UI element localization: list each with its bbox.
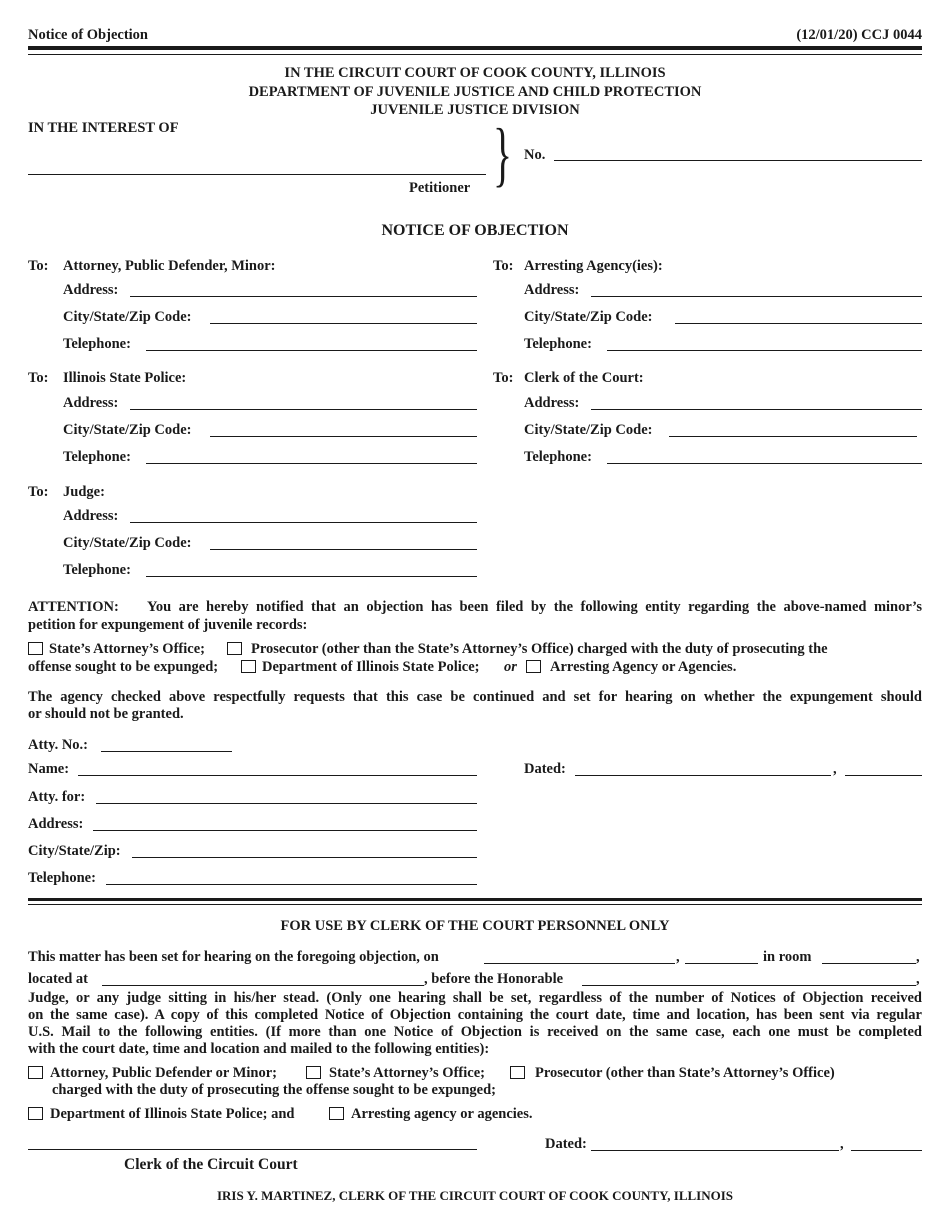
police-city-field[interactable]: [210, 436, 477, 437]
clerk-section-title: FOR USE BY CLERK OF THE COURT PERSONNEL ONLY: [280, 918, 670, 934]
hearing-date-field[interactable]: [484, 963, 675, 964]
case-no-field[interactable]: [554, 160, 922, 161]
attention-line-1: You are hereby notified that an objection has been filed by the following entity regarding the above-named minor’s: [147, 599, 922, 615]
caption-brace: }: [493, 114, 513, 194]
judge-comma: ,: [916, 971, 920, 987]
header-rule-thick: [28, 46, 922, 50]
address-label: Address:: [63, 395, 119, 411]
hearing-comma: ,: [676, 949, 680, 965]
request-line-2: or should not be granted.: [28, 706, 184, 722]
recipient-arresting-agency: Arresting Agency(ies):: [524, 258, 663, 274]
signer-telephone-field[interactable]: [106, 884, 477, 885]
request-line-1: The agency checked above respectfully requests that this case be continued and set for hearing on whether the expungement should: [28, 689, 922, 705]
clerk-dated-comma: ,: [840, 1136, 844, 1152]
city-label: City/State/Zip:: [28, 843, 121, 859]
header-rule-thin: [28, 54, 922, 55]
attorney-city-field[interactable]: [210, 323, 477, 324]
opt-prosecutor: Prosecutor (other than the State’s Attorney’s Office) charged with the duty of prosecuting the: [251, 641, 828, 657]
atty-no-field[interactable]: [101, 751, 232, 752]
form-code: (12/01/20) CCJ 0044: [796, 27, 922, 43]
clerk-dated-label: Dated:: [545, 1136, 587, 1152]
clerk-signature-label: Clerk of the Circuit Court: [124, 1156, 298, 1173]
opt-arresting: Arresting Agency or Agencies.: [550, 659, 737, 675]
dated-year-field[interactable]: [845, 775, 922, 776]
clerk-body-line-1: Judge, or any judge sitting in his/her stead. (Only one hearing shall be set, regardless of the number of Notices of Objection received: [28, 990, 922, 1006]
prosecutor-checkbox[interactable]: [227, 642, 242, 655]
room-comma: ,: [916, 949, 920, 965]
atty-no-label: Atty. No.:: [28, 737, 89, 753]
address-label: Address:: [524, 395, 580, 411]
police-address-field[interactable]: [130, 409, 477, 410]
court-line-1: IN THE CIRCUIT COURT OF COOK COUNTY, ILLINOIS: [284, 65, 666, 81]
form-title: Notice of Objection: [28, 27, 148, 43]
clerk-opt-states-attorney: State’s Attorney’s Office;: [329, 1065, 485, 1081]
attention-line-2: petition for expungement of juvenile records:: [28, 617, 308, 633]
agency-address-field[interactable]: [591, 296, 922, 297]
address-label: Address:: [63, 282, 119, 298]
clerk-body-line-3: U.S. Mail to the following entities. (If more than one Notice of Objection is received on the same case, each one must be completed: [28, 1024, 922, 1040]
name-label: Name:: [28, 761, 70, 777]
opt-prosecutor-cont: offense sought to be expunged;: [28, 659, 219, 675]
state-police-checkbox[interactable]: [241, 660, 256, 673]
to-label: To:: [493, 370, 514, 386]
states-attorney-checkbox[interactable]: [28, 642, 43, 655]
attorney-address-field[interactable]: [130, 296, 477, 297]
clerk-state-police-checkbox[interactable]: [28, 1107, 43, 1120]
atty-for-label: Atty. for:: [28, 789, 86, 805]
address-label: Address:: [63, 508, 119, 524]
clerk-city-field[interactable]: [669, 436, 917, 437]
attorney-telephone-field[interactable]: [146, 350, 477, 351]
room-field[interactable]: [822, 963, 916, 964]
signer-city-field[interactable]: [132, 857, 477, 858]
to-label: To:: [493, 258, 514, 274]
clerk-prosecutor-checkbox[interactable]: [510, 1066, 525, 1079]
clerk-body-line-4: with the court date, time and location and mailed to the following entities):: [28, 1041, 490, 1057]
to-label: To:: [28, 258, 49, 274]
hearing-time-field[interactable]: [685, 963, 758, 964]
clerk-dated-field[interactable]: [591, 1150, 839, 1151]
notice-title: NOTICE OF OBJECTION: [381, 222, 569, 239]
in-room-label: in room: [763, 949, 812, 965]
atty-for-field[interactable]: [96, 803, 477, 804]
located-at-label: located at: [28, 971, 88, 987]
clerk-body-line-2: on the same case). A copy of this completed Notice of Objection containing the court date, time and location, has been sent via regular: [28, 1007, 922, 1023]
telephone-label: Telephone:: [63, 562, 131, 578]
recipient-clerk: Clerk of the Court:: [524, 370, 644, 386]
clerk-opt-arresting: Arresting agency or agencies.: [351, 1106, 533, 1122]
section-rule-thin: [28, 904, 922, 905]
to-label: To:: [28, 370, 49, 386]
arresting-agency-checkbox[interactable]: [526, 660, 541, 673]
location-field[interactable]: [102, 985, 424, 986]
police-telephone-field[interactable]: [146, 463, 477, 464]
signer-address-field[interactable]: [93, 830, 477, 831]
opt-state-police: Department of Illinois State Police;: [262, 659, 480, 675]
city-label: City/State/Zip Code:: [524, 422, 653, 438]
before-honorable-label: , before the Honorable: [424, 971, 564, 987]
address-label: Address:: [524, 282, 580, 298]
clerk-address-field[interactable]: [591, 409, 922, 410]
dated-comma: ,: [833, 761, 837, 777]
clerk-telephone-field[interactable]: [607, 463, 922, 464]
attention-label: ATTENTION:: [28, 599, 119, 615]
telephone-label: Telephone:: [524, 449, 592, 465]
clerk-attorney-checkbox[interactable]: [28, 1066, 43, 1079]
interest-label: IN THE INTEREST OF: [28, 120, 179, 136]
clerk-opt-prosecutor: Prosecutor (other than State’s Attorney’s Office): [535, 1065, 835, 1081]
court-line-2: DEPARTMENT OF JUVENILE JUSTICE AND CHILD PROTECTION: [248, 84, 702, 100]
judge-address-field[interactable]: [130, 522, 477, 523]
to-label: To:: [28, 484, 49, 500]
city-label: City/State/Zip Code:: [63, 309, 192, 325]
telephone-label: Telephone:: [524, 336, 592, 352]
section-rule-thick: [28, 898, 922, 901]
hearing-text: This matter has been set for hearing on the foregoing objection, on: [28, 949, 439, 965]
opt-states-attorney: State’s Attorney’s Office;: [49, 641, 205, 657]
dated-label: Dated:: [524, 761, 566, 777]
telephone-label: Telephone:: [63, 336, 131, 352]
agency-city-field[interactable]: [675, 323, 922, 324]
clerk-opt-attorney: Attorney, Public Defender or Minor;: [50, 1065, 277, 1081]
telephone-label: Telephone:: [63, 449, 131, 465]
name-field[interactable]: [78, 775, 477, 776]
judge-city-field[interactable]: [210, 549, 477, 550]
recipient-attorney: Attorney, Public Defender, Minor:: [63, 258, 276, 274]
recipient-state-police: Illinois State Police:: [63, 370, 187, 386]
petitioner-label: Petitioner: [409, 180, 471, 196]
recipient-judge: Judge:: [63, 484, 105, 500]
clerk-states-attorney-checkbox[interactable]: [306, 1066, 321, 1079]
clerk-dated-year-field[interactable]: [851, 1150, 922, 1151]
judge-name-field[interactable]: [582, 985, 916, 986]
agency-telephone-field[interactable]: [607, 350, 922, 351]
city-label: City/State/Zip Code:: [63, 422, 192, 438]
clerk-arresting-checkbox[interactable]: [329, 1107, 344, 1120]
clerk-signature-field[interactable]: [28, 1149, 477, 1150]
clerk-opt-state-police: Department of Illinois State Police; and: [50, 1106, 295, 1122]
case-no-label: No.: [524, 147, 546, 163]
court-line-3: JUVENILE JUSTICE DIVISION: [370, 102, 580, 118]
clerk-opt-prosecutor-cont: charged with the duty of prosecuting the offense sought to be expunged;: [52, 1082, 497, 1098]
city-label: City/State/Zip Code:: [63, 535, 192, 551]
judge-telephone-field[interactable]: [146, 576, 477, 577]
address-label: Address:: [28, 816, 84, 832]
telephone-label: Telephone:: [28, 870, 96, 886]
minor-name-field[interactable]: [28, 174, 486, 175]
city-label: City/State/Zip Code:: [524, 309, 653, 325]
footer-clerk-name: IRIS Y. MARTINEZ, CLERK OF THE CIRCUIT COURT OF COOK COUNTY, ILLINOIS: [216, 1188, 734, 1203]
dated-field[interactable]: [575, 775, 831, 776]
or-word: or: [504, 659, 517, 675]
